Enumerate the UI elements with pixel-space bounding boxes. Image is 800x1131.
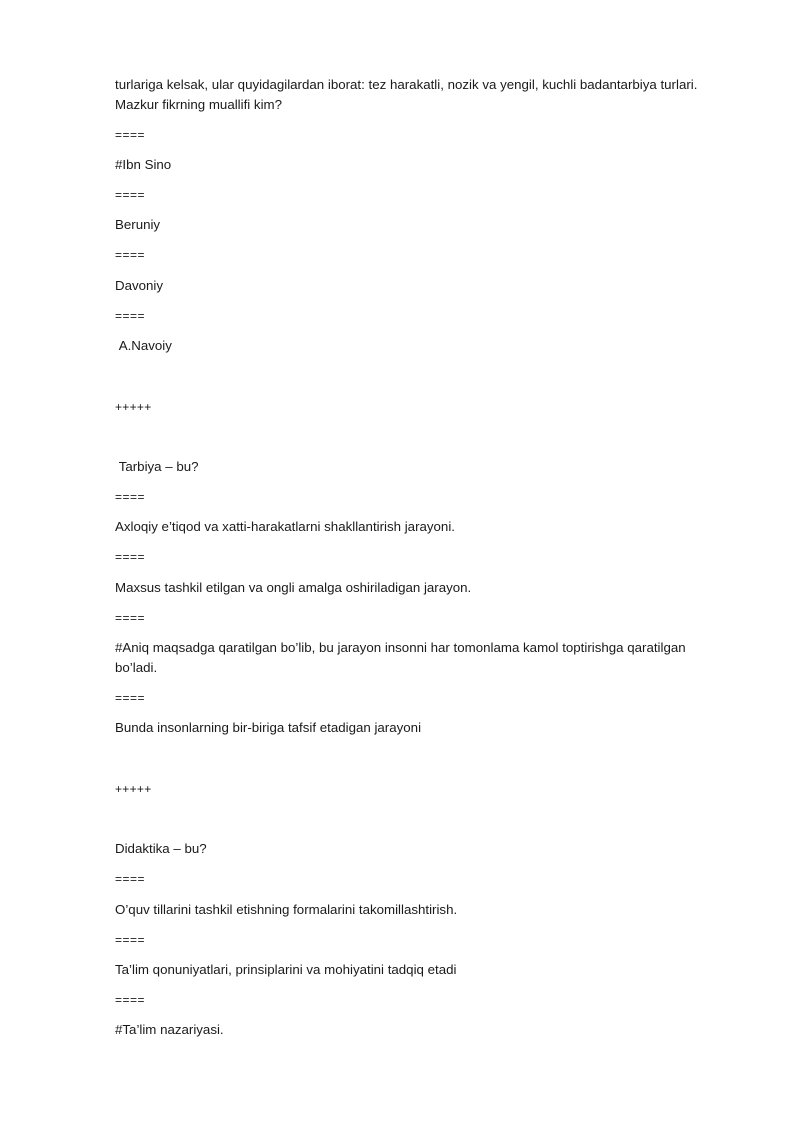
separator: ==== [115,933,146,947]
question-separator: +++++ [115,782,152,796]
separator: ==== [115,248,146,262]
q3-question: Didaktika – bu? [115,841,207,856]
separator: ==== [115,611,146,625]
q1-answer-1: #Ibn Sino [115,157,172,172]
question-separator: +++++ [115,400,152,414]
q2-answer-3: #Aniq maqsadga qaratilgan bo’lib, bu jarayon insonni har tomonlama kamol toptirishga qaratilgan [115,640,686,655]
q3-answer-1: O’quv tillarini tashkil etishning formalarini takomillashtirish. [115,902,458,917]
separator: ==== [115,993,146,1007]
separator: ==== [115,490,146,504]
q2-answer-2: Maxsus tashkil etilgan va ongli amalga oshiriladigan jarayon. [115,580,472,595]
separator: ==== [115,188,146,202]
q3-answer-2: Ta’lim qonuniyatlari, prinsiplarini va mohiyatini tadqiq etadi [115,962,457,977]
intro-line-2: Mazkur fikrning muallifi kim? [115,97,282,112]
q1-answer-4: A.Navoiy [115,338,172,353]
q2-answer-4: Bunda insonlarning bir-biriga tafsif etadigan jarayoni [115,720,422,735]
intro-line-1: turlariga kelsak, ular quyidagilardan iborat: tez harakatli, nozik va yengil, kuchli badantarbiya turlari. [115,77,698,92]
q1-answer-2: Beruniy [115,217,161,232]
separator: ==== [115,128,146,142]
q3-answer-3: #Ta’lim nazariyasi. [115,1022,224,1037]
q2-answer-1: Axloqiy e’tiqod va xatti-harakatlarni shakllantirish jarayoni. [115,519,455,534]
separator: ==== [115,872,146,886]
q2-question: Tarbiya – bu? [115,459,199,474]
q1-answer-3: Davoniy [115,278,164,293]
separator: ==== [115,309,146,323]
separator: ==== [115,691,146,705]
q2-answer-3-cont: bo’ladi. [115,660,158,675]
separator: ==== [115,550,146,564]
